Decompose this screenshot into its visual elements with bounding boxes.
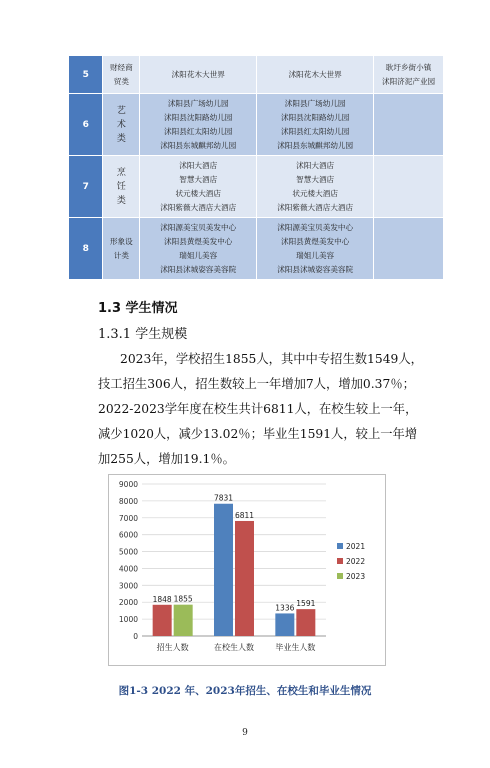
department-name: 财经商贸类	[103, 56, 140, 94]
legend-label: 2023	[346, 572, 366, 581]
base-name: 状元楼大酒店	[292, 188, 338, 198]
base-list-cell	[140, 94, 257, 156]
base-name: 沭阳县沈阳路幼儿园	[164, 112, 233, 122]
department-name: 艺术类	[103, 94, 140, 156]
data-label: 1855	[173, 594, 193, 604]
base-name: 沭阳济泥产业园	[381, 76, 436, 86]
base-name: 沭阳源美宝贝美发中心	[160, 222, 237, 232]
base-name: 沭阳大酒店	[179, 160, 218, 170]
base-name: 瑞姐儿美容	[179, 250, 218, 260]
page-number: 9	[242, 728, 248, 738]
y-tick-label: 4000	[118, 564, 138, 574]
legend-label: 2022	[346, 557, 366, 566]
table-row	[69, 56, 444, 94]
extra-base-cell	[374, 218, 444, 280]
legend-label: 2021	[346, 542, 366, 551]
base-name: 沭阳大酒店	[296, 160, 335, 170]
base-list-cell	[257, 156, 374, 218]
bar	[296, 609, 315, 636]
base-name: 沭阳县广场幼儿园	[167, 98, 229, 108]
y-tick-label: 8000	[118, 496, 138, 506]
base-name: 智慧大酒店	[296, 174, 335, 184]
student-scale-chart	[108, 474, 386, 666]
base-list-cell	[140, 156, 257, 218]
base-name: 状元楼大酒店	[175, 188, 221, 198]
data-label: 6811	[234, 510, 255, 520]
body-paragraph	[98, 347, 428, 472]
bar	[275, 613, 294, 636]
base-name: 沭阳紫薇大酒店大酒店	[277, 202, 354, 212]
bar	[214, 504, 233, 636]
extra-base-cell	[374, 156, 444, 218]
base-name: 智慧大酒店	[179, 174, 218, 184]
base-name: 沭阳县广场幼儿园	[284, 98, 346, 108]
y-tick-label: 9000	[118, 480, 138, 489]
row-number: 8	[69, 218, 103, 280]
table-row	[69, 218, 444, 280]
base-name: 沭阳县沭城姿容美容院	[160, 264, 237, 274]
base-name: 瑞姐儿美容	[296, 250, 335, 260]
y-tick-label: 2000	[118, 598, 138, 608]
base-name: 沭阳花木大世界	[288, 69, 342, 79]
category-label: 毕业生人数	[275, 643, 316, 652]
category-label: 在校生人数	[214, 643, 254, 652]
base-name: 沭阳源美宝贝美发中心	[277, 222, 354, 232]
extra-base-cell	[374, 56, 444, 94]
section-title: 1.3 学生情况	[98, 301, 178, 316]
base-name: 耿圩乡街小镇	[385, 62, 432, 72]
base-list-cell	[257, 94, 374, 156]
department-name: 形象设计类	[103, 218, 140, 280]
table-row	[69, 156, 444, 218]
figure-caption: 图1-3 2022 年、2023年招生、在校生和毕业生情况	[118, 685, 372, 697]
base-name: 沭阳紫薇大酒店大酒店	[160, 202, 237, 212]
internship-base-table	[68, 55, 444, 280]
y-tick-label: 3000	[118, 581, 138, 591]
table-row	[69, 94, 444, 156]
row-number: 7	[69, 156, 103, 218]
base-name: 沭阳县东城麒邦幼儿园	[160, 140, 237, 150]
base-name: 沭阳县红太阳幼儿园	[164, 126, 233, 136]
y-tick-label: 5000	[118, 547, 138, 557]
data-label: 1336	[275, 603, 295, 613]
data-label: 1848	[152, 594, 172, 604]
base-name: 沭阳县沭城姿容美容院	[277, 264, 354, 274]
data-label: 7831	[213, 493, 234, 503]
legend-swatch	[337, 543, 343, 549]
base-name: 沭阳县黄煜美发中心	[164, 236, 233, 246]
base-list-cell	[257, 218, 374, 280]
y-tick-label: 7000	[118, 513, 138, 523]
base-list-cell	[257, 56, 374, 94]
row-number: 6	[69, 94, 103, 156]
legend-swatch	[337, 558, 343, 564]
legend-swatch	[337, 573, 343, 579]
base-name: 沭阳县东城麒邦幼儿园	[277, 140, 354, 150]
paragraph-text: 2023年，学校招生1855人，其中中专招生数1549人，技工招生306人，招生数较上一年增加7人，增加0.37％；2022-2023学年度在校生共计6811人，在校生较上一年，减少1020人，减少13.02％；毕业生1591人，较上一年增加255人，增加19.1％。	[98, 352, 423, 466]
y-tick-label: 1000	[118, 615, 138, 625]
y-tick-label: 0	[133, 632, 138, 641]
base-name: 沭阳县沈阳路幼儿园	[280, 112, 350, 122]
base-list-cell	[140, 218, 257, 280]
bar	[174, 605, 193, 636]
department-name: 烹饪类	[103, 156, 140, 218]
category-label: 招生人数	[156, 643, 189, 652]
bar	[235, 521, 254, 636]
base-name: 沭阳花木大世界	[171, 69, 225, 79]
bar	[153, 605, 172, 636]
row-number: 5	[69, 56, 103, 94]
base-name: 沭阳县黄煜美发中心	[280, 236, 350, 246]
base-name: 沭阳县红太阳幼儿园	[280, 126, 350, 136]
data-label: 1591	[296, 599, 316, 609]
y-tick-label: 6000	[118, 530, 138, 540]
base-list-cell	[140, 56, 257, 94]
extra-base-cell	[374, 94, 444, 156]
subsection-title: 1.3.1 学生规模	[98, 327, 188, 342]
